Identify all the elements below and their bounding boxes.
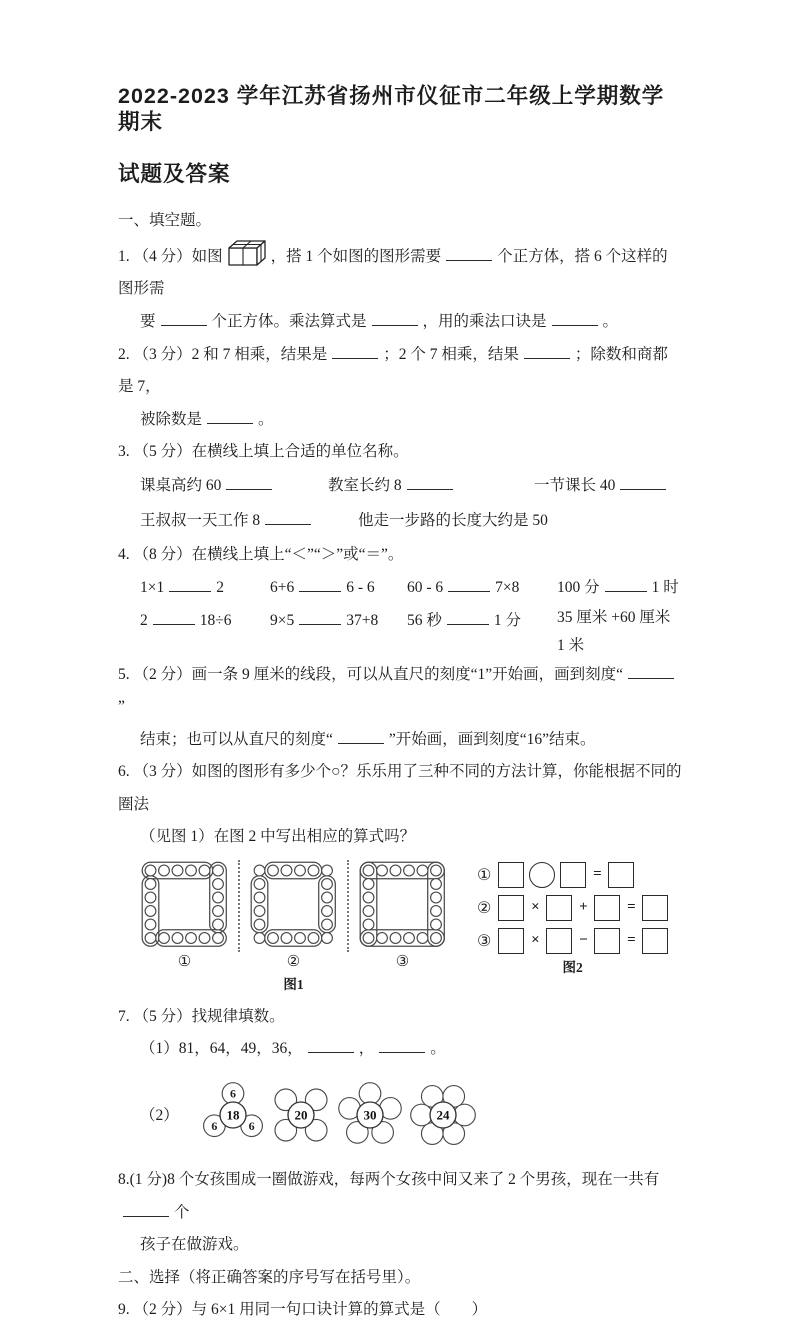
answer-blank — [447, 610, 489, 626]
answer-blank — [308, 1038, 354, 1054]
answer-blank — [372, 310, 418, 326]
section-fill-in-heading: 一、填空题。 — [118, 212, 212, 230]
answer-box — [498, 895, 524, 921]
question-4-grid: 1×1 2 6+6 6 - 6 60 - 6 7×8 100 分 1 时 2 18÷6 9×5 37+8 56 秒 1 分 35 厘米 +60 厘米 1 米 — [118, 571, 683, 659]
section-choice-heading: 二、选择（将正确答案的序号写在括号里）。 — [118, 1268, 421, 1286]
answer-blank — [407, 474, 453, 490]
question-4-heading: 4. （8 分）在横线上填上“＜”“＞”或“＝”。 — [118, 545, 404, 563]
svg-text:18: 18 — [226, 1107, 240, 1123]
figure-1-caption: 图1 — [283, 976, 304, 992]
dotted-divider — [238, 860, 240, 952]
answer-blank — [265, 509, 311, 525]
answer-blank — [524, 343, 570, 359]
answer-blank — [299, 576, 341, 592]
answer-box — [642, 895, 668, 921]
answer-box — [594, 928, 620, 954]
cube-figure-icon — [226, 238, 268, 268]
equation-row-2: ② × + = — [477, 895, 668, 921]
answer-blank — [620, 474, 666, 490]
question-6-line2: （见图 1）在图 2 中写出相应的算式吗？ — [140, 828, 416, 846]
figure-2-equations — [477, 860, 668, 976]
figure-2-caption: 图2 — [562, 959, 583, 975]
svg-text:24: 24 — [436, 1107, 450, 1123]
answer-blank — [448, 576, 490, 592]
svg-text:6: 6 — [248, 1118, 255, 1133]
answer-blank — [123, 1201, 169, 1217]
question-6-line1: 6. （3 分）如图的图形有多少个○？乐乐用了三种不同的方法计算，你能根据不同的圈法 — [118, 763, 682, 813]
dotted-divider — [347, 860, 349, 952]
answer-box — [642, 928, 668, 954]
answer-box — [560, 862, 586, 888]
equation-row-3: ③ × − = — [477, 928, 668, 954]
ring-1-label: ① — [177, 953, 192, 970]
answer-blank — [207, 408, 253, 424]
svg-text:6: 6 — [229, 1086, 236, 1101]
circle-ring-diagram-1 — [140, 860, 229, 949]
ring-grouping-1 — [140, 860, 229, 971]
answer-blank — [605, 576, 647, 592]
ring-grouping-2 — [249, 860, 338, 993]
answer-blank — [226, 474, 272, 490]
ring-2-label: ② — [286, 953, 301, 970]
svg-text:30: 30 — [363, 1107, 377, 1123]
question-7-part2 — [140, 1068, 683, 1160]
question-3-heading: 3. （5 分）在横线上填上合适的单位名称。 — [118, 443, 409, 461]
circle-ring-diagram-3 — [358, 860, 447, 949]
answer-blank — [379, 1038, 425, 1054]
question-8-line2: 孩子在做游戏。 — [140, 1236, 249, 1254]
question-8-line1: 8.(1 分)8 个女孩围成一圈做游戏，每两个女孩中间又来了 2 个男孩，现在一共有个 — [118, 1171, 660, 1221]
answer-box — [498, 928, 524, 954]
answer-blank — [169, 576, 211, 592]
question-7-heading: 7. （5 分）找规律填数。 — [118, 1007, 285, 1025]
circle-ring-diagram-2 — [249, 860, 338, 949]
answer-blank — [628, 663, 674, 679]
answer-box — [594, 895, 620, 921]
answer-blank — [161, 310, 207, 326]
question-3-row2: 王叔叔一天工作 8 他走一步路的长度大约是 50 — [118, 504, 683, 539]
ring-3-label: ③ — [395, 953, 410, 970]
page-title-line1: 2022-2023 学年江苏省扬州市仪征市二年级上学期数学期末 — [118, 84, 665, 134]
ring-grouping-3 — [358, 860, 447, 971]
question-1-line1: 1. （4 分）如图 ，搭 1 个如图的图形需要 个正方体，搭 6 个这样的图形需 — [118, 238, 683, 306]
question-1-line2: 要 个正方体。乘法算式是 ，用的乘法口诀是 。 — [118, 306, 683, 339]
answer-blank — [153, 610, 195, 626]
svg-text:6: 6 — [211, 1118, 218, 1133]
question-6-figures — [140, 860, 683, 993]
answer-blank — [446, 245, 492, 261]
question-2-line2: 被除数是 。 — [118, 404, 683, 437]
answer-blank — [299, 610, 341, 626]
operator-circle — [529, 862, 555, 888]
question-2-line1: 2. （3 分）2 和 7 相乘，结果是 ；2 个 7 相乘，结果 ；除数和商都是 7， — [118, 339, 683, 404]
question-7-part1: （1）81，64，49，36， ， 。 — [118, 1033, 683, 1066]
question-9-text: 9. （2 分）与 6×1 用同一句口诀计算的算式是（ ） — [118, 1301, 488, 1319]
answer-blank — [332, 343, 378, 359]
answer-blank — [552, 310, 598, 326]
answer-blank — [338, 728, 384, 744]
equation-row-1: ① = — [477, 862, 668, 888]
answer-box — [608, 862, 634, 888]
question-3-row1: 课桌高约 60 教室长约 8 一节课长 40 — [118, 469, 683, 504]
figure-1-circle-rings — [140, 860, 447, 993]
question-5-line2: 结束；也可以从直尺的刻度“ ”开始画，画到刻度“16”结束。 — [118, 724, 683, 757]
svg-text:20: 20 — [294, 1107, 308, 1123]
question-5-line1: 5. （2 分）画一条 9 厘米的线段，可以从直尺的刻度“1”开始画，画到刻度“” — [118, 659, 683, 724]
page-title-line2: 试题及答案 — [118, 161, 231, 186]
answer-box — [498, 862, 524, 888]
answer-box — [546, 928, 572, 954]
answer-box — [546, 895, 572, 921]
part2-label: （2） — [140, 1107, 179, 1124]
number-flower-clusters — [189, 1068, 499, 1160]
